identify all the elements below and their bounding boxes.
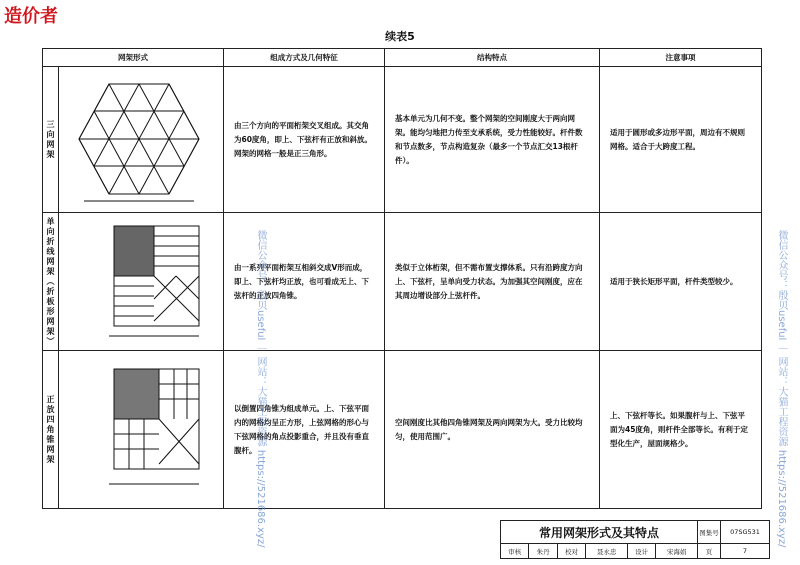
design-label: 设计 bbox=[627, 544, 655, 559]
net-frame-table bbox=[42, 48, 762, 509]
row-label: 三向网架 bbox=[43, 67, 59, 213]
table-row bbox=[43, 213, 762, 351]
structure-text: 类似于立体桁架，但不需布置支撑体系。只有沿跨度方向上、下弦杆，呈单向受力状态。为加强其空间刚度，应在其周边增设部分上弦杆件。 bbox=[385, 213, 600, 351]
diagram-square-pyramid bbox=[59, 351, 224, 509]
composition-text: 以倒置四角锥为组成单元。上、下弦平面内的网格均呈正方形，上弦网格的形心与下弦网格的角点投影重合，并且没有垂直腹杆。 bbox=[224, 351, 385, 509]
diagram-three-way bbox=[59, 67, 224, 213]
table-row bbox=[43, 67, 762, 213]
diagram-folded bbox=[59, 213, 224, 351]
table-caption: 续表5 bbox=[385, 30, 415, 43]
composition-text: 由三个方向的平面桁架交叉组成。其交角为60度角，即上、下弦杆有正放和斜放。网架的网格一般是正三角形。 bbox=[224, 67, 385, 213]
header-composition: 组成方式及几何特征 bbox=[224, 49, 385, 67]
atlas-number: 07SG531 bbox=[721, 521, 770, 544]
designer: 宋海娟 bbox=[656, 544, 698, 559]
notes-text: 适用于圆形或多边形平面，周边有不规则网格。适合于大跨度工程。 bbox=[600, 67, 762, 213]
notes-text: 上、下弦杆等长。如果腹杆与上、下弦平面为45度角，则杆件全部等长。有利于定型化生产，屋面规格少。 bbox=[600, 351, 762, 509]
watermark: 微信公众号：殷贝useful ｜ 网站：大猫工程资源 https://521686.xyz/ bbox=[776, 230, 787, 548]
checker: 聂永忠 bbox=[586, 544, 628, 559]
row-label: 正放四角锥网架 bbox=[43, 351, 59, 509]
table-row bbox=[43, 351, 762, 509]
page-label: 页 bbox=[698, 544, 721, 559]
header-structure: 结构特点 bbox=[385, 49, 600, 67]
drawing-title: 常用网架形式及其特点 bbox=[501, 521, 698, 544]
title-block bbox=[500, 520, 770, 559]
header-notes: 注意事项 bbox=[600, 49, 762, 67]
header-form: 网架形式 bbox=[43, 49, 224, 67]
composition-text: 由一系列平面桁架互相斜交成V形而成，即上、下弦杆均正放，也可看成无上、下弦杆的正放四角锥。 bbox=[224, 213, 385, 351]
reviewer: 朱丹 bbox=[529, 544, 557, 559]
review-label: 审核 bbox=[501, 544, 529, 559]
row-label: 单向折线网架（折板形网架） bbox=[43, 213, 59, 351]
logo: 造价者 bbox=[4, 6, 58, 27]
atlas-label: 图集号 bbox=[698, 521, 721, 544]
structure-text: 空间刚度比其他四角锥网架及两向网架为大。受力比较均匀，使用范围广。 bbox=[385, 351, 600, 509]
header-row bbox=[43, 49, 762, 67]
check-label: 校对 bbox=[557, 544, 585, 559]
page-number: 7 bbox=[721, 544, 770, 559]
watermark: 微信公众号：殷贝useful ｜ 网站：大猫工程资源 https://521686.xyz/ bbox=[255, 230, 266, 548]
structure-text: 基本单元为几何不变。整个网架的空间刚度大于两向网架。能均匀地把力传至支承系统，受力性能较好。杆件数和节点数多，节点构造复杂（最多一个节点汇交13根杆件）。 bbox=[385, 67, 600, 213]
notes-text: 适用于狭长矩形平面，杆件类型较少。 bbox=[600, 213, 762, 351]
